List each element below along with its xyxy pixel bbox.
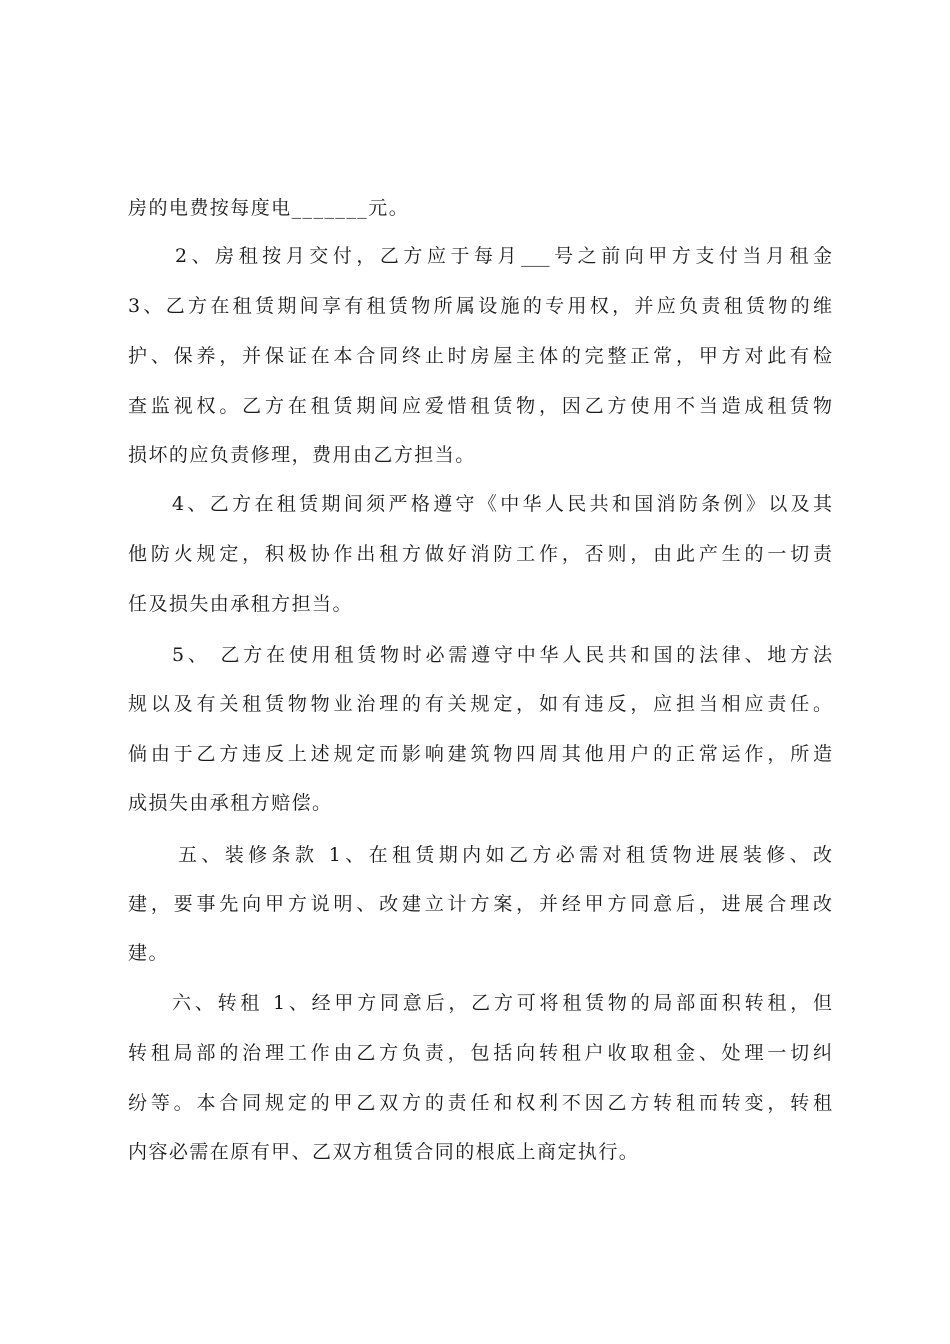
text-line: 他防火规定，积极协作出租方做好消防工作，否则，由此产生的一切责 — [128, 543, 832, 565]
text-line: 六、转租 1、经甲方同意后，乙方可将租赁物的局部面积转租，但 — [172, 992, 832, 1014]
text-line: 任及损失由承租方担当。 — [128, 593, 353, 615]
text-line: 房的电费按每度电_______元。 — [128, 197, 410, 219]
text-line: 成损失由承租方赔偿。 — [128, 792, 333, 814]
text-line: 2、房租按月交付，乙方应于每月___号之前向甲方支付当月租金 — [175, 245, 832, 267]
text-line: 3、乙方在租赁期间享有租赁物所属设施的专用权，并应负责租赁物的维 — [128, 295, 832, 317]
text-line: 建，要事先向甲方说明、改建立计方案，并经甲方同意后，进展合理改 — [128, 893, 832, 915]
text-line: 规以及有关租赁物物业治理的有关规定，如有违反，应担当相应责任。 — [128, 693, 832, 715]
text-line: 损坏的应负责修理，费用由乙方担当。 — [128, 444, 476, 466]
text-line: 内容必需在原有甲、乙双方租赁合同的根底上商定执行。 — [128, 1141, 640, 1163]
text-line: 转租局部的治理工作由乙方负责，包括向转租户收取租金、处理一切纠 — [128, 1042, 832, 1064]
text-line: 4、乙方在租赁期间须严格遵守《中华人民共和国消防条例》以及其 — [172, 493, 832, 515]
text-line: 纷等。本合同规定的甲乙双方的责任和权利不因乙方转租而转变，转租 — [128, 1092, 832, 1114]
text-line: 倘由于乙方违反上述规定而影响建筑物四周其他用户的正常运作，所造 — [128, 743, 832, 765]
text-line: 查监视权。乙方在租赁期间应爱惜租赁物，因乙方使用不当造成租赁物 — [128, 395, 832, 417]
text-line: 建。 — [128, 942, 169, 964]
text-line: 5、 乙方在使用租赁物时必需遵守中华人民共和国的法律、地方法 — [172, 644, 832, 666]
text-line: 护、保养，并保证在本合同终止时房屋主体的完整正常，甲方对此有检 — [128, 345, 832, 367]
text-line: 五、装修条款 1、在租赁期内如乙方必需对租赁物进展装修、改 — [178, 844, 832, 866]
